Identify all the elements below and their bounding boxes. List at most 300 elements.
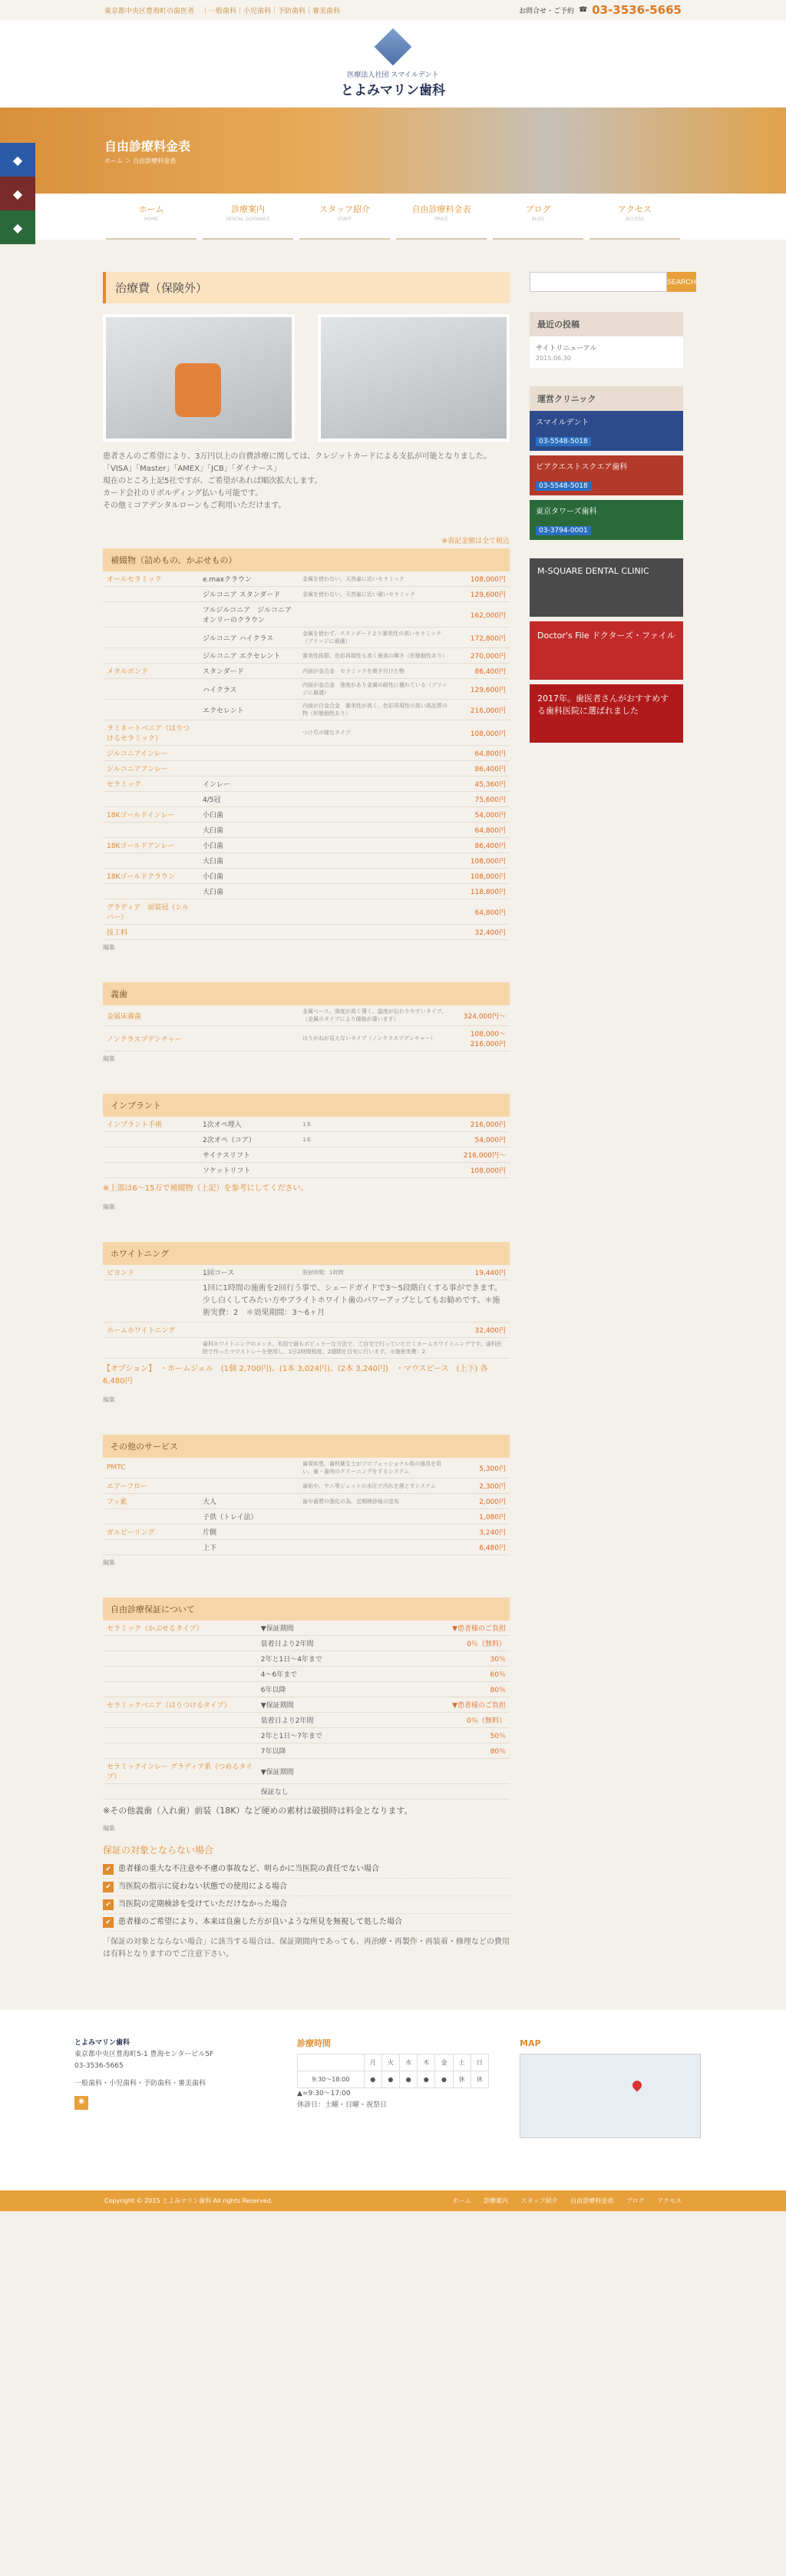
calendar-icon[interactable]: ◆ bbox=[0, 177, 35, 210]
table-row bbox=[103, 1478, 510, 1494]
cell-price: 64,800円 bbox=[452, 823, 510, 838]
price-table bbox=[103, 1117, 510, 1178]
breadcrumb[interactable]: ホーム ＞ 自由診療料金表 bbox=[104, 157, 177, 164]
cell-item bbox=[199, 1026, 299, 1051]
cell-desc bbox=[299, 853, 452, 869]
map-title: MAP bbox=[520, 2038, 541, 2048]
cell-price: ▼患者様のご負担 bbox=[418, 1621, 510, 1636]
cell-cat bbox=[103, 648, 199, 664]
recent-title: 最近の投稿 bbox=[530, 312, 683, 336]
closed-days: 休診日：土曜・日曜・祝祭日 bbox=[297, 2101, 388, 2109]
table-row bbox=[103, 761, 510, 776]
copyright-bar bbox=[0, 2190, 786, 2211]
cell-item: 2年と1日〜7年まで bbox=[257, 1728, 418, 1743]
table-row: ビヨンド 1回コース 照射時間：1時間 19,440円 bbox=[103, 1265, 510, 1280]
table-row bbox=[103, 1026, 510, 1051]
implant-section bbox=[103, 1094, 510, 1211]
cell-item: 小臼歯 bbox=[199, 869, 299, 884]
table-row bbox=[103, 1147, 510, 1163]
cell-cat: セラミックベニア（はりつけるタイプ） bbox=[103, 1697, 257, 1713]
table-row bbox=[103, 853, 510, 869]
cell-item bbox=[199, 925, 299, 940]
table-row bbox=[103, 1338, 510, 1359]
cell-cat bbox=[103, 792, 199, 807]
cell-cat bbox=[103, 587, 199, 602]
cell-desc: 金属を使わない、天然歯に近い硬いセラミック bbox=[299, 587, 452, 602]
cell-item: 装着日より2年間 bbox=[257, 1636, 418, 1651]
search-form bbox=[530, 272, 696, 292]
cell-price: 129,600円 bbox=[452, 587, 510, 602]
table-row bbox=[103, 899, 510, 925]
footer bbox=[0, 2010, 786, 2190]
cell-price: 32,400円 bbox=[452, 925, 510, 940]
cell-cat bbox=[103, 1713, 257, 1728]
hours-note: ▲=9:30〜17:00 bbox=[297, 2090, 351, 2098]
cell-desc bbox=[299, 792, 452, 807]
cell-item: ジルコニア スタンダード bbox=[199, 587, 299, 602]
cell-price: 86,400円 bbox=[452, 838, 510, 853]
table-row bbox=[103, 869, 510, 884]
cell-price: 162,000円 bbox=[452, 602, 510, 627]
cell-price: 0％（無料） bbox=[418, 1713, 510, 1728]
map[interactable] bbox=[520, 2054, 701, 2138]
cell-price: 108,000円 bbox=[452, 1163, 510, 1178]
post-date: 2015.06.30 bbox=[536, 355, 571, 362]
price-table bbox=[103, 571, 510, 940]
footer-link[interactable]: ブログ bbox=[626, 2197, 645, 2204]
cell-item: エクセレント bbox=[199, 700, 299, 720]
cell-cat bbox=[103, 1728, 257, 1743]
cell-item: 保証なし bbox=[257, 1784, 418, 1800]
cell-desc bbox=[299, 1163, 452, 1178]
table-row bbox=[103, 884, 510, 899]
table-row bbox=[103, 1458, 510, 1478]
cell-item bbox=[199, 1005, 299, 1026]
cell-cat bbox=[103, 700, 199, 720]
table-row bbox=[103, 700, 510, 720]
table-row bbox=[103, 807, 510, 823]
cell-price: 324,000円〜 bbox=[452, 1005, 510, 1026]
edit-link[interactable]: 編集 bbox=[103, 1204, 115, 1210]
cell-cat bbox=[103, 1147, 199, 1163]
table-row bbox=[103, 664, 510, 679]
cell-cat bbox=[103, 1509, 199, 1525]
cell-cat: 18Kゴールドクラウン bbox=[103, 869, 199, 884]
table-row bbox=[103, 925, 510, 940]
cell-price: 45,360円 bbox=[452, 776, 510, 792]
table-row bbox=[103, 1005, 510, 1026]
main-content bbox=[103, 272, 510, 1965]
cell-cat bbox=[103, 602, 199, 627]
cell-cat: PMTC bbox=[103, 1458, 199, 1478]
cell-price: 0％（無料） bbox=[418, 1636, 510, 1651]
cell-item: 小臼歯 bbox=[199, 807, 299, 823]
cell-price: 108,000〜216,000円 bbox=[452, 1026, 510, 1051]
cell-item: サイナスリフト bbox=[199, 1147, 299, 1163]
intro-text: 患者さんのご希望により、3万円以上の自費診療に関しては、クレジットカードによる支払が可能となりました。 「VISA」「Master」「AMEX」「JCB」「ダイナース」 現在のところ上記5社ですが、ご希望があれば順次拡大します。 カード会社のリボルディング払いも可能です。 その他ミコアデンタルローンもご利用いただけます。 bbox=[103, 452, 491, 510]
cell-cat: 技工料 bbox=[103, 925, 199, 940]
implant-note: ※上部は6〜15万で補綴物（上記）を参考にしてください。 bbox=[103, 1184, 309, 1193]
footer-tel[interactable]: 03-3536-5665 bbox=[74, 2062, 124, 2070]
warranty-section bbox=[103, 1598, 510, 1833]
cell-item: ▼保証期間 bbox=[257, 1621, 418, 1636]
table-row bbox=[103, 1697, 510, 1713]
cell-item: インレー bbox=[199, 776, 299, 792]
contact-label: お問合せ・ご予約 bbox=[518, 7, 574, 15]
nav-home[interactable]: ホーム HOME bbox=[106, 203, 196, 240]
section-heading: 自由診療保証について bbox=[103, 1598, 510, 1621]
table-row bbox=[103, 1651, 510, 1667]
cell-cat: オールセラミック bbox=[103, 571, 199, 587]
section-heading: 補綴物（詰めもの、かぶせもの） bbox=[103, 548, 510, 571]
footer-link[interactable]: スタッフ紹介 bbox=[520, 2197, 558, 2204]
clinic-banner[interactable]: 東京タワーズ歯科 03-3794-0001 bbox=[530, 500, 683, 540]
list-item: ✔ 当医院の定期検診を受けていただけなかった場合 bbox=[103, 1896, 510, 1914]
post-link[interactable]: サイトリニューアル bbox=[536, 345, 597, 353]
cell-item bbox=[199, 761, 299, 776]
list-item: ✔ 当医院の指示に従わない状態での使用による場合 bbox=[103, 1879, 510, 1896]
cell-cat bbox=[103, 1132, 199, 1147]
phone-icon: ☎ bbox=[578, 6, 588, 14]
cell-price: 1,080円 bbox=[452, 1509, 510, 1525]
cell-price: 108,000円 bbox=[452, 869, 510, 884]
table-row bbox=[103, 823, 510, 838]
cell-price: 6,480円 bbox=[452, 1540, 510, 1555]
cell-price: 86,400円 bbox=[452, 664, 510, 679]
table-row bbox=[103, 627, 510, 648]
cell-desc: 内面が金合金 セラミックを焼き付けた物 bbox=[299, 664, 452, 679]
cell-desc bbox=[299, 899, 452, 925]
footer-link[interactable]: ホーム bbox=[452, 2197, 471, 2204]
clinic-banner[interactable]: ピアクエストスクエア歯科 03-5548-5018 bbox=[530, 455, 683, 495]
cell-item: 装着日より2年間 bbox=[257, 1713, 418, 1728]
cell-item: 大臼歯 bbox=[199, 853, 299, 869]
cell-item: 大臼歯 bbox=[199, 884, 299, 899]
cell-desc: 内面が金合金 強度があり金属の耐性に優れている（ブリッジに最適） bbox=[299, 679, 452, 700]
edit-link[interactable]: 編集 bbox=[103, 1055, 115, 1062]
price-table bbox=[103, 1458, 510, 1555]
cell-cat bbox=[103, 1682, 257, 1697]
list-item: ✔ 患者様の重大な不注意や不慮の事故など、明らかに当医院の責任でない場合 bbox=[103, 1861, 510, 1879]
cell-item: 上下 bbox=[199, 1540, 299, 1555]
cell-item: ハイクラス bbox=[199, 679, 299, 700]
edit-link[interactable]: 編集 bbox=[103, 1559, 115, 1566]
list-item: ✔ 患者様のご希望により、本来は良歯した方が良いような所見を無視して処した場合 bbox=[103, 1914, 510, 1932]
footer-services: 一般歯科・小児歯科・予防歯科・審美歯科 bbox=[74, 2080, 206, 2088]
cell-price: 172,800円 bbox=[452, 627, 510, 648]
cell-desc: 1本 bbox=[299, 1117, 452, 1132]
footer-link[interactable]: 自由診療料金表 bbox=[570, 2197, 614, 2204]
cell-price: ▼患者様のご負担 bbox=[418, 1697, 510, 1713]
cell-cat: ジルコニアアンレー bbox=[103, 761, 199, 776]
cell-item bbox=[199, 899, 299, 925]
table-row bbox=[103, 1682, 510, 1697]
table-row bbox=[103, 1713, 510, 1728]
cell-item: 大臼歯 bbox=[199, 823, 299, 838]
cell-desc bbox=[299, 869, 452, 884]
rss-icon[interactable]: ◉ bbox=[74, 2096, 88, 2110]
table-row bbox=[103, 1621, 510, 1636]
cell-item bbox=[199, 1458, 299, 1478]
cell-item: ▼保証期間 bbox=[257, 1697, 418, 1713]
cell-desc bbox=[299, 1509, 452, 1525]
cell-price: 80％ bbox=[418, 1682, 510, 1697]
cell-desc bbox=[299, 925, 452, 940]
whitening-options: 【オプション】 ・ホームジェル (1個 2,700円)、(1本 3,024円)、(2本 3,240円) ・マウスピース (上下) 各6,480円 bbox=[103, 1365, 488, 1386]
cell-cat bbox=[103, 679, 199, 700]
cell-price: 5,300円 bbox=[452, 1458, 510, 1478]
cell-item: 大人 bbox=[199, 1494, 299, 1509]
footer-logo[interactable]: とよみマリン歯科 bbox=[74, 2039, 130, 2047]
cell-price: 216,000円 bbox=[452, 1117, 510, 1132]
tooth-icon[interactable]: ◆ bbox=[0, 143, 35, 177]
table-row bbox=[103, 1636, 510, 1651]
cell-price: 216,000円〜 bbox=[452, 1147, 510, 1163]
table-row bbox=[103, 571, 510, 587]
cell-desc bbox=[299, 807, 452, 823]
non-warranty-title: 保証の対象とならない場合 bbox=[103, 1845, 214, 1856]
section-heading: その他のサービス bbox=[103, 1435, 510, 1458]
clinic-photo-1 bbox=[103, 314, 295, 442]
cell-desc: 金属を使わず、スタンダードより審美性の高いセラミック（ブリッジに最適） bbox=[299, 627, 452, 648]
cell-cat: メタルボンド bbox=[103, 664, 199, 679]
denture-section bbox=[103, 982, 510, 1063]
cell-item: スタンダード bbox=[199, 664, 299, 679]
ad-banner[interactable]: M-SQUARE DENTAL CLINIC bbox=[530, 558, 683, 617]
topbar-tel[interactable]: 03-3536-5665 bbox=[592, 3, 682, 17]
table-row bbox=[103, 1280, 510, 1323]
cell-desc bbox=[299, 1147, 452, 1163]
table-row bbox=[103, 587, 510, 602]
cell-desc bbox=[299, 838, 452, 853]
page-banner bbox=[0, 108, 786, 194]
cell-price: 118,800円 bbox=[452, 884, 510, 899]
cell-desc bbox=[299, 823, 452, 838]
cell-price: 75,600円 bbox=[452, 792, 510, 807]
cell-cat bbox=[103, 1651, 257, 1667]
cell-cat: グラディア 前装冠（シルバー） bbox=[103, 899, 199, 925]
table-row bbox=[103, 720, 510, 746]
cell-price: 54,000円 bbox=[452, 807, 510, 823]
cell-item: 片側 bbox=[199, 1525, 299, 1540]
hours-title: 診療時間 bbox=[297, 2038, 331, 2048]
cell-item: 子供（トレイ法） bbox=[199, 1509, 299, 1525]
cell-item: 6年以降 bbox=[257, 1682, 418, 1697]
table-row bbox=[103, 648, 510, 664]
page-title: 治療費（保険外） bbox=[103, 272, 510, 303]
cell-cat bbox=[103, 884, 199, 899]
cell-desc: 審美性抜群。色彩再現性も高く最高の輝き（形態個性あり） bbox=[299, 648, 452, 664]
cell-price: 216,000円 bbox=[452, 700, 510, 720]
beyond-text: 1回に1時間の施術を2回行う事で、シェードガイドで3〜5段階白くする事ができます。少し白くしてみたい方やブライトホワイト歯のパワーアップとしてもお勧めです。＊施術実費：2 ＊効果期間：3〜6ヶ月 bbox=[199, 1280, 510, 1323]
cell-cat: ガルビーリング bbox=[103, 1525, 199, 1540]
cell-price: 129,600円 bbox=[452, 679, 510, 700]
cell-desc: 1本 bbox=[299, 1132, 452, 1147]
cell-item: 2年と1日〜4年まで bbox=[257, 1651, 418, 1667]
table-row bbox=[103, 1540, 510, 1555]
table-row bbox=[103, 1728, 510, 1743]
nav-blog[interactable]: ブログ BLOG bbox=[493, 203, 583, 240]
logo-main[interactable]: とよみマリン歯科 bbox=[341, 83, 445, 98]
cell-cat bbox=[103, 853, 199, 869]
cell-price: 108,000円 bbox=[452, 853, 510, 869]
other-section bbox=[103, 1435, 510, 1567]
nav-guidance[interactable]: 診療案内 DENTAL GUIDANCE bbox=[203, 203, 293, 240]
cell-price: 64,800円 bbox=[452, 746, 510, 761]
table-row bbox=[103, 1117, 510, 1132]
cell-cat bbox=[103, 1743, 257, 1759]
cell-item: ジルコニア ハイクラス bbox=[199, 627, 299, 648]
banner-title: 自由診療料金表 bbox=[104, 139, 191, 154]
cell-cat: セラミック bbox=[103, 776, 199, 792]
table-row bbox=[103, 1525, 510, 1540]
crown-section bbox=[103, 548, 510, 952]
cell-item bbox=[199, 720, 299, 746]
footer-link[interactable]: アクセス bbox=[657, 2197, 682, 2204]
cell-item: 1次オペ埋入 bbox=[199, 1117, 299, 1132]
cell-price bbox=[418, 1784, 510, 1800]
cell-desc bbox=[299, 1525, 452, 1540]
cell-price: 108,000円 bbox=[452, 720, 510, 746]
cell-cat: ノンクラスプデンチャー bbox=[103, 1026, 199, 1051]
cell-cat: セラミックインレー グラディア系（つめるタイプ） bbox=[103, 1759, 257, 1784]
cell-item: 7年以降 bbox=[257, 1743, 418, 1759]
cell-cat bbox=[103, 1636, 257, 1651]
hours-table: 月 火 水 木 金 土 日 9:30〜18:00 ● ● ● ● ● 休 休 bbox=[297, 2054, 489, 2088]
cell-item: e.maxクラウン bbox=[199, 571, 299, 587]
recent-posts bbox=[530, 312, 683, 368]
cell-price: 30％ bbox=[418, 1651, 510, 1667]
logo-icon[interactable] bbox=[375, 28, 412, 66]
table-row bbox=[103, 1784, 510, 1800]
ad-banner[interactable]: Doctor's File ドクターズ・ファイル bbox=[530, 621, 683, 680]
table-row bbox=[103, 776, 510, 792]
side-icons bbox=[0, 143, 35, 244]
cell-cat bbox=[103, 1540, 199, 1555]
table-row bbox=[103, 1509, 510, 1525]
cell-item bbox=[199, 746, 299, 761]
search-input[interactable] bbox=[530, 272, 667, 292]
section-heading: インプラント bbox=[103, 1094, 510, 1117]
cell-price: 80％ bbox=[418, 1743, 510, 1759]
cell-desc bbox=[299, 761, 452, 776]
table-row: ホームホワイトニング 32,400円 bbox=[103, 1323, 510, 1338]
table-row bbox=[103, 1494, 510, 1509]
cell-item: 小臼歯 bbox=[199, 838, 299, 853]
cell-desc bbox=[299, 776, 452, 792]
ad-banner[interactable]: 2017年。歯医者さんがおすすめする歯科医院に選ばれました bbox=[530, 684, 683, 743]
cell-cat bbox=[103, 823, 199, 838]
cell-item: ジルコニア エクセレント bbox=[199, 648, 299, 664]
table-row bbox=[103, 1163, 510, 1178]
footer-address: 東京都中央区豊海町5-1 豊海センタービル5F bbox=[74, 2051, 214, 2058]
footer-link[interactable]: 診療案内 bbox=[484, 2197, 509, 2204]
table-row bbox=[103, 602, 510, 627]
cell-desc: 歯や歯質の強化の為、定期検診後の塗布 bbox=[299, 1494, 452, 1509]
cell-desc bbox=[299, 1540, 452, 1555]
cell-price bbox=[418, 1759, 510, 1784]
cell-item: フルジルコニア ジルコニアオンリーのクラウン bbox=[199, 602, 299, 627]
section-heading: 義歯 bbox=[103, 982, 510, 1005]
cell-price: 86,400円 bbox=[452, 761, 510, 776]
cell-cat: 18Kゴールドアンレー bbox=[103, 838, 199, 853]
nav-price[interactable]: 自由診療料金表 PRICE bbox=[396, 203, 487, 240]
topbar-links[interactable]: ｜一般歯科｜小児歯科｜予防歯科｜審美歯科 bbox=[202, 7, 341, 15]
section-heading: ホワイトニング bbox=[103, 1242, 510, 1265]
clinics-title: 運営クリニック bbox=[530, 386, 683, 411]
table-row bbox=[103, 746, 510, 761]
cell-desc: 歯垢や、ヤニ等ジェットの水圧で汚れを落とすシステム bbox=[299, 1478, 452, 1494]
table-row bbox=[103, 838, 510, 853]
copyright: Copyright © 2015 とよみマリン歯科 All rights Reserved. bbox=[104, 2197, 273, 2204]
table-row bbox=[103, 792, 510, 807]
map-marker-icon bbox=[631, 2079, 644, 2092]
cell-cat bbox=[103, 627, 199, 648]
map-icon[interactable]: ◆ bbox=[0, 210, 35, 244]
non-warranty bbox=[103, 1843, 510, 1965]
cell-price: 3,240円 bbox=[452, 1525, 510, 1540]
cell-desc bbox=[299, 602, 452, 627]
cell-cat: 金属床義歯 bbox=[103, 1005, 199, 1026]
header bbox=[0, 20, 786, 108]
cell-cat: ラミネートベニア（はりつけるセラミック） bbox=[103, 720, 199, 746]
cell-cat: フッ素 bbox=[103, 1494, 199, 1509]
clinic-banner[interactable]: スマイルデント 03-5548-5018 bbox=[530, 411, 683, 451]
cell-desc: 歯周疾患、歯科衛生士がプロフェッショナル用の器具を用い、歯・歯肉のクリーニングをするシステム bbox=[299, 1458, 452, 1478]
cell-desc bbox=[299, 884, 452, 899]
table-row bbox=[103, 679, 510, 700]
cell-cat: セラミック（かぶせるタイプ） bbox=[103, 1621, 257, 1636]
nav-access[interactable]: アクセス ACCESS bbox=[590, 203, 680, 240]
cell-price: 64,800円 bbox=[452, 899, 510, 925]
table-row bbox=[103, 1667, 510, 1682]
cell-price: 50％ bbox=[418, 1728, 510, 1743]
sidebar bbox=[530, 272, 696, 1965]
cell-cat bbox=[103, 1784, 257, 1800]
cell-item: ソケットリフト bbox=[199, 1163, 299, 1178]
edit-link[interactable]: 編集 bbox=[103, 1396, 115, 1403]
nav-staff[interactable]: スタッフ紹介 STAFF bbox=[299, 203, 390, 240]
cell-price: 60％ bbox=[418, 1667, 510, 1682]
table-row bbox=[103, 1743, 510, 1759]
cell-item: 4/5冠 bbox=[199, 792, 299, 807]
table-row bbox=[103, 1759, 510, 1784]
warranty-footnote: ※その他義歯（入れ歯）前装（18K）など硬めの素材は破損時は料金となります。 bbox=[103, 1806, 413, 1816]
clinic-photo-2 bbox=[318, 314, 510, 442]
cell-cat bbox=[103, 1163, 199, 1178]
cell-cat: エアーフロー bbox=[103, 1478, 199, 1494]
cell-desc: 金属ベース、強度が高く薄く、温度が伝わりやすいタイプ。（金属のタイプにより価格が違います） bbox=[299, 1005, 452, 1026]
clinics bbox=[530, 386, 683, 540]
price-table bbox=[103, 1265, 510, 1359]
home-text: 歯科ホワイトニングのメッカ、米国で最もポピュラーな方法で、ご自宅で行っていただくホームホワイトニングです。歯科医院で作ったマウストレーを使用し、1日2時間程度、2週間を目安に行います。＊施術実費：2 bbox=[199, 1338, 510, 1359]
global-nav bbox=[0, 194, 786, 240]
cell-price: 270,000円 bbox=[452, 648, 510, 664]
edit-link[interactable]: 編集 bbox=[103, 1825, 115, 1832]
cell-desc: はりがねが見えないタイプ（ノンクラスプデンチャー） bbox=[299, 1026, 452, 1051]
tax-note: ※表記金額は全て税込 bbox=[441, 538, 510, 545]
cell-cat: ジルコニアインレー bbox=[103, 746, 199, 761]
cell-desc: 内面が白金合金 審美性が高く、色彩再現性の高い高品質の物（形態個性あり） bbox=[299, 700, 452, 720]
cell-price: 2,300円 bbox=[452, 1478, 510, 1494]
search-button[interactable]: SEARCH bbox=[667, 272, 696, 292]
cell-item bbox=[199, 1478, 299, 1494]
warranty-table bbox=[103, 1621, 510, 1800]
cell-item: 2次オペ（コア） bbox=[199, 1132, 299, 1147]
edit-link[interactable]: 編集 bbox=[103, 944, 115, 951]
topbar bbox=[0, 0, 786, 20]
non-warranty-note: 「保証の対象とならない場合」に該当する場合は、保証期間内であっても、再治療・再製作・再装着・修理などの費用は有料となりますのでご注意下さい。 bbox=[103, 1938, 510, 1958]
